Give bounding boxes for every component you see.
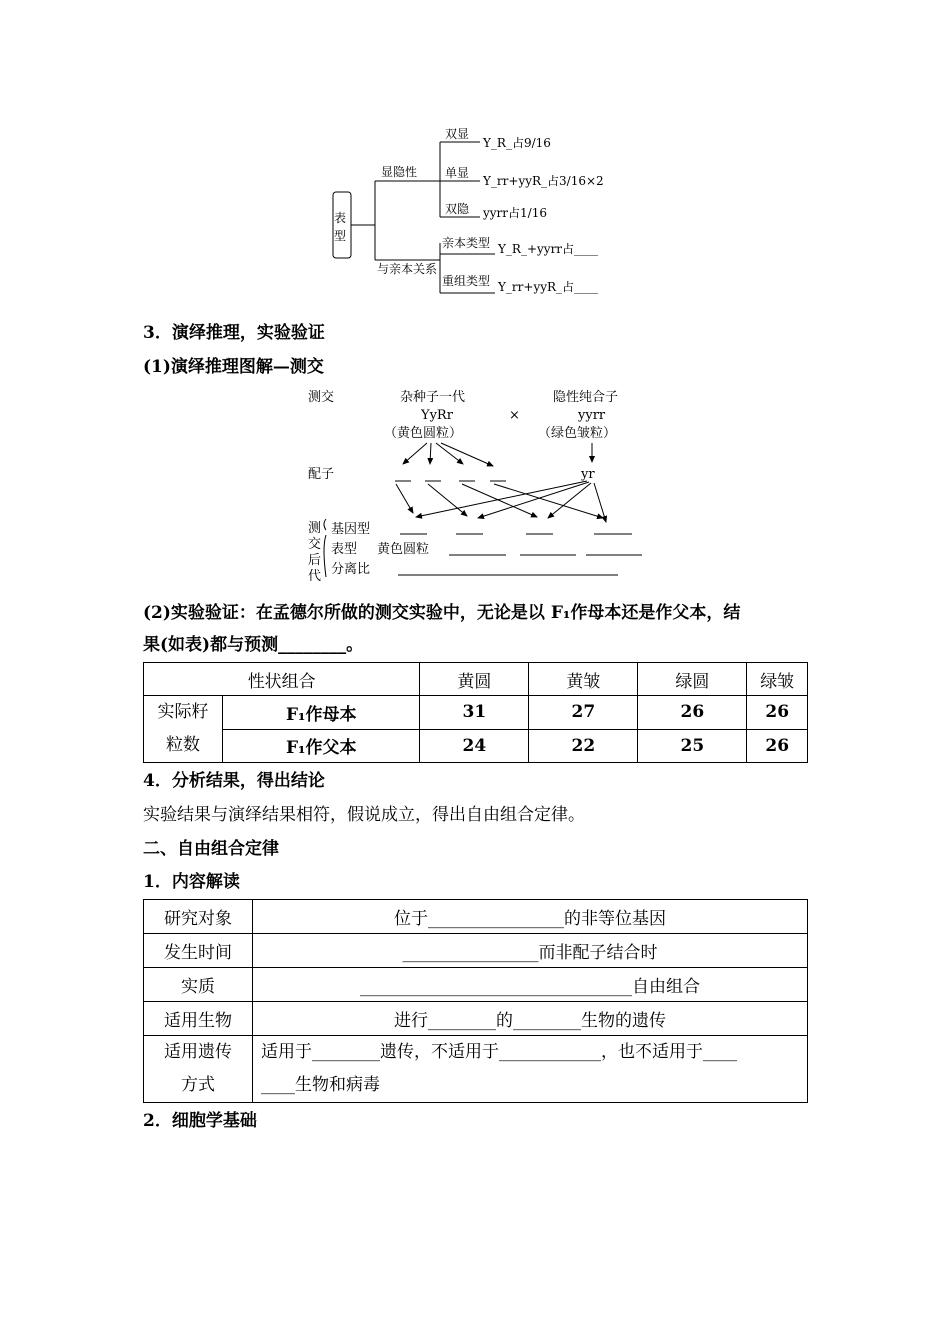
table-row xyxy=(144,934,808,968)
table-row xyxy=(144,729,808,763)
parent1-phenotype: （黄色圆粒） xyxy=(384,426,463,441)
data-cell: 27 xyxy=(529,696,638,730)
header-cell: 黄皱 xyxy=(529,663,638,696)
content-cell: ________________而非配子结合时 xyxy=(253,934,808,968)
section-4-heading: 4．分析结果，得出结论 xyxy=(143,771,325,791)
section-4-text: 实验结果与演绎结果相符，假说成立，得出自由组合定律。 xyxy=(143,805,585,825)
part-2-2-heading: 2．细胞学基础 xyxy=(143,1111,257,1131)
header-cell: 黄圆 xyxy=(420,663,529,696)
label-testcross: 测交 xyxy=(308,390,335,405)
gamete-yr: yr xyxy=(581,467,595,482)
leaf-text: yyrr占1/16 xyxy=(483,206,547,220)
phenotype-diagram xyxy=(320,125,640,300)
parent2-genotype: yyrr xyxy=(578,408,606,423)
row-group-line: 粒数 xyxy=(166,735,200,755)
leaf-text: Y_R_+yyrr占____ xyxy=(498,242,599,256)
root-char-1: 表 xyxy=(334,211,347,225)
row-label-line: 适用遗传 xyxy=(164,1042,232,1062)
row-label-line: 方式 xyxy=(181,1075,215,1095)
table-row xyxy=(144,968,808,1002)
root-char-2: 型 xyxy=(334,229,347,243)
section-3-heading: 3．演绎推理，实验验证 xyxy=(143,323,325,343)
part-2-1-heading: 1．内容解读 xyxy=(143,872,240,892)
leaf-text: Y_rr+yyR_占____ xyxy=(498,280,599,294)
leaf-text: Y_rr+yyR_占3/16×2 xyxy=(483,174,604,188)
header-cell: 性状组合 xyxy=(144,663,420,696)
testcross-results-table xyxy=(143,662,808,763)
data-cell: 22 xyxy=(529,729,638,763)
table-row xyxy=(144,663,808,696)
row-label: 研究对象 xyxy=(144,900,253,934)
parent1-name: 杂种子一代 xyxy=(400,390,466,405)
parent1-genotype: YyRr xyxy=(421,408,453,423)
header-cell: 绿圆 xyxy=(638,663,747,696)
parent2-phenotype: （绿色皱粒） xyxy=(538,426,617,441)
table-row xyxy=(144,1002,808,1036)
data-cell: 31 xyxy=(420,696,529,730)
root-box xyxy=(333,192,351,258)
label-gamete: 配子 xyxy=(308,467,335,482)
table-row xyxy=(144,900,808,934)
data-cell: 26 xyxy=(747,729,808,763)
header-cell: 绿皱 xyxy=(747,663,808,696)
row-group-line: 实际籽 xyxy=(157,702,209,722)
leaf-tag: 重组类型 xyxy=(442,274,491,288)
branch-parent: 与亲本关系 xyxy=(377,262,438,276)
section-3-sub2-line2: 果(如表)都与预测________。 xyxy=(143,635,364,655)
row-genotype: 基因型 xyxy=(331,522,371,537)
branch-dominance: 显隐性 xyxy=(381,165,418,179)
offspring-char: 后 xyxy=(308,553,322,568)
offspring-char: 代 xyxy=(308,569,322,584)
offspring-char: 测 xyxy=(308,521,322,536)
content-table xyxy=(143,899,808,1103)
section-3-sub1: (1)演绎推理图解—测交 xyxy=(143,357,324,377)
row-label: 适用生物 xyxy=(144,1002,253,1036)
phenotype-first: 黄色圆粒 xyxy=(377,542,430,557)
data-cell: 26 xyxy=(638,696,747,730)
content-line: 适用于________遗传，不适用于____________，也不适用于____ xyxy=(261,1042,737,1062)
leaf-text: Y_R_占9/16 xyxy=(483,136,551,150)
content-cell: ________________________________自由组合 xyxy=(253,968,808,1002)
leaf-tag: 双隐 xyxy=(445,202,470,216)
testcross-diagram xyxy=(300,382,660,587)
content-cell: 位于________________的非等位基因 xyxy=(253,900,808,934)
parent2-name: 隐性纯合子 xyxy=(553,390,619,405)
cross-symbol: × xyxy=(509,408,520,423)
row-label: 实质 xyxy=(144,968,253,1002)
content-line: ____生物和病毒 xyxy=(261,1075,380,1095)
row-group-cell xyxy=(144,696,223,763)
leaf-tag: 亲本类型 xyxy=(442,236,491,250)
content-cell: 进行________的________生物的遗传 xyxy=(253,1002,808,1036)
table-row xyxy=(144,1036,808,1103)
row-label: 发生时间 xyxy=(144,934,253,968)
row-label: F₁作母本 xyxy=(223,696,420,730)
content-cell xyxy=(253,1036,808,1103)
data-cell: 26 xyxy=(747,696,808,730)
leaf-tag: 双显 xyxy=(445,127,470,141)
row-label: F₁作父本 xyxy=(223,729,420,763)
section-3-sub2-line1: (2)实验验证：在孟德尔所做的测交实验中，无论是以 F₁作母本还是作父本，结 xyxy=(143,603,741,623)
part-2-heading: 二、自由组合定律 xyxy=(143,839,279,859)
table-row xyxy=(144,696,808,730)
offspring-char: 交 xyxy=(308,537,322,552)
data-cell: 25 xyxy=(638,729,747,763)
row-ratio: 分离比 xyxy=(331,562,371,577)
leaf-tag: 单显 xyxy=(445,166,470,180)
row-label xyxy=(144,1036,253,1103)
data-cell: 24 xyxy=(420,729,529,763)
row-phenotype: 表型 xyxy=(331,542,358,557)
